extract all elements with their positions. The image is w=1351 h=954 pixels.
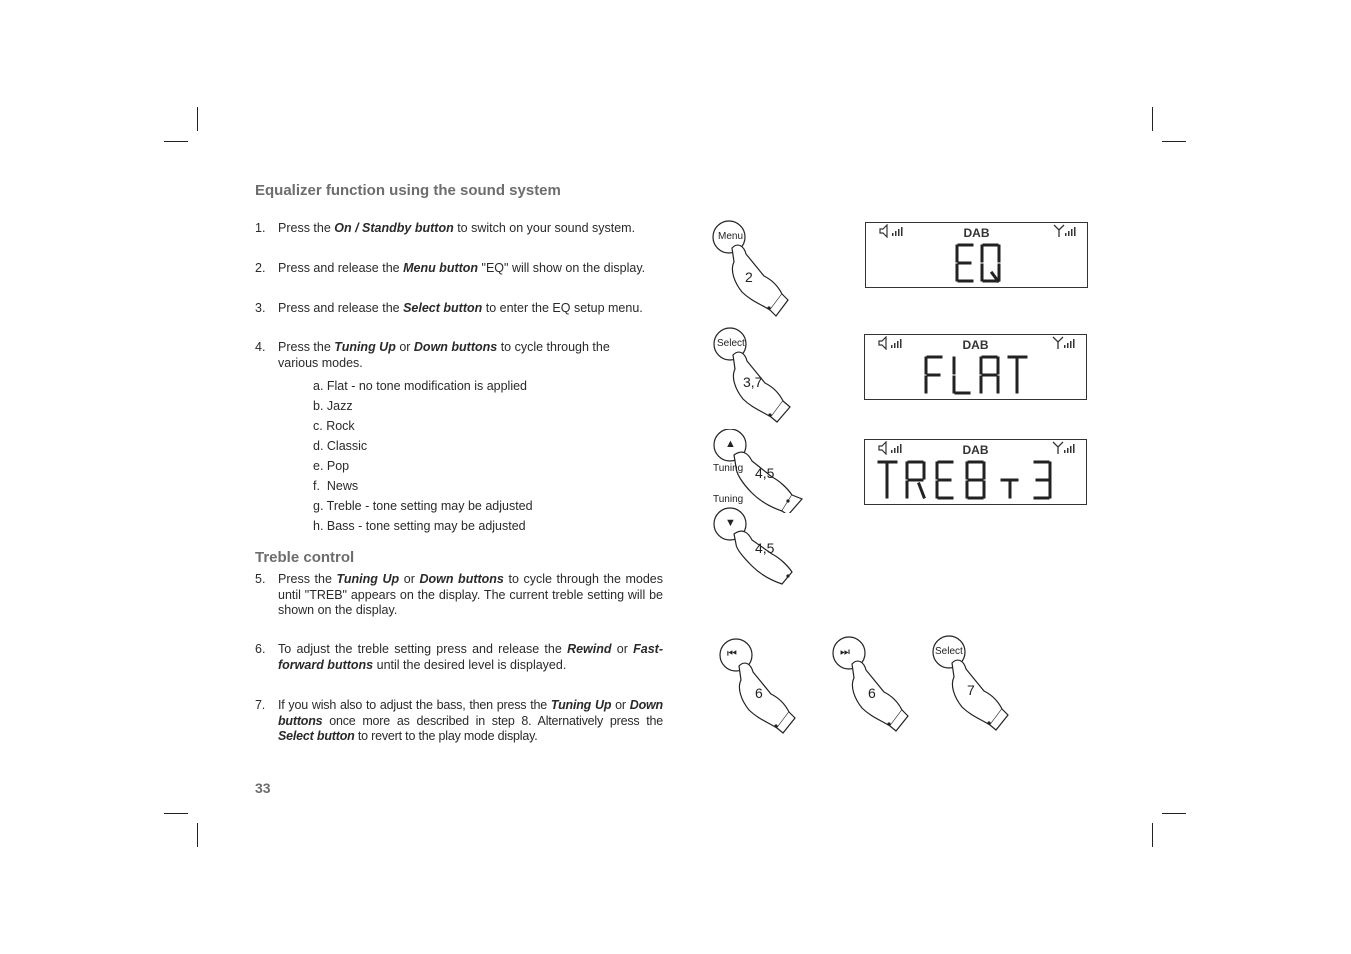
band-label: DAB <box>962 338 989 352</box>
list-item: b. Jazz <box>313 399 353 413</box>
step-number: 6. <box>255 642 266 656</box>
button-label: Select <box>935 646 963 657</box>
step-text: Press the <box>278 340 335 354</box>
step-1 <box>255 221 663 237</box>
list-item: f. News <box>313 479 359 493</box>
step-number: 2. <box>255 261 266 275</box>
tuning-down-figure <box>712 494 808 586</box>
step-text: to cycle through the various modes. <box>278 340 610 370</box>
step-text: Press the <box>278 221 335 235</box>
step-text: to cycle through the modes until "TREB" appears on the display. The current treble setting will be shown on the display. <box>278 572 663 617</box>
arrow-up-glyph: ▲ <box>725 438 736 450</box>
button-label: Tuning <box>713 463 744 474</box>
crop-mark <box>164 813 188 814</box>
step-text: to enter the EQ setup menu. <box>482 301 643 315</box>
step-number-label: 4,5 <box>755 540 775 556</box>
step-text: or <box>611 698 630 712</box>
step-number-label: 6 <box>755 685 763 701</box>
band-label: DAB <box>962 443 989 457</box>
step-number-label: 4,5 <box>755 465 775 481</box>
list-item: a. Flat - no tone modification is applied <box>313 379 528 393</box>
step-text: To adjust the treble setting press and release the <box>278 642 568 656</box>
step-5 <box>255 572 663 619</box>
lcd-display-flat <box>864 334 1087 400</box>
lcd-display-treble <box>864 439 1087 505</box>
step-6 <box>255 642 663 673</box>
step-number-label: 6 <box>868 685 876 701</box>
button-label: Menu <box>718 231 744 242</box>
crop-mark <box>197 107 198 131</box>
step-7 <box>255 698 663 745</box>
step-text: until the desired level is displayed. <box>373 657 567 672</box>
step-text: Press and release the <box>278 261 404 275</box>
subsection-heading: Treble control <box>255 549 355 566</box>
list-item: g. Treble - tone setting may be adjusted <box>313 499 533 513</box>
fast-forward-button-figure <box>832 636 912 732</box>
lcd-segment-text <box>923 355 1031 395</box>
signal-strength-icon <box>1052 441 1078 455</box>
step-text: once more as described in step 8. Alternatively press the <box>322 713 663 728</box>
button-name: Tuning Up <box>336 572 400 586</box>
button-name: Down buttons <box>419 572 504 586</box>
band-label: DAB <box>963 226 990 240</box>
list-item: c. Rock <box>313 419 355 433</box>
crop-mark <box>164 141 188 142</box>
step-text: "EQ" will show on the display. <box>478 261 646 275</box>
step-text: to switch on your sound system. <box>453 221 636 235</box>
step-text: to revert to the play mode display. <box>354 729 538 743</box>
list-item: d. Classic <box>313 439 368 453</box>
step-number: 4. <box>255 340 266 354</box>
button-name: Tuning Up <box>334 340 396 354</box>
step-text: or <box>395 340 414 354</box>
list-item: e. Pop <box>313 459 350 473</box>
menu-button-figure <box>712 220 792 318</box>
step-text: Press the <box>278 572 337 586</box>
arrow-down-glyph: ▼ <box>725 517 736 529</box>
list-item: h. Bass - tone setting may be adjusted <box>313 519 526 533</box>
step-number-label: 3,7 <box>743 374 763 390</box>
crop-mark <box>1162 141 1186 142</box>
select-button-figure-step7 <box>932 635 1012 731</box>
step-number-label: 7 <box>967 682 975 698</box>
page-number: 33 <box>255 780 271 796</box>
rewind-glyph: ⏮ <box>727 648 737 660</box>
step-number: 5. <box>255 572 266 586</box>
step-4 <box>255 340 625 371</box>
button-name: Menu button <box>403 261 479 275</box>
signal-strength-icon <box>1052 336 1078 350</box>
fast-forward-glyph: ⏭ <box>840 646 850 658</box>
crop-mark <box>1152 107 1153 131</box>
section-heading: Equalizer function using the sound system <box>255 182 561 199</box>
lcd-display-eq <box>865 222 1088 288</box>
button-name: Select button <box>403 301 483 315</box>
rewind-button-figure <box>719 638 799 734</box>
button-name: Down buttons <box>278 698 663 728</box>
step-number: 1. <box>255 221 266 235</box>
lcd-segment-text <box>954 243 1004 283</box>
crop-mark <box>1162 813 1186 814</box>
button-name: Rewind <box>567 642 612 656</box>
step-text: Press and release the <box>278 301 404 315</box>
step-number: 7. <box>255 698 266 712</box>
step-number: 3. <box>255 301 266 315</box>
button-label: Select <box>717 338 745 349</box>
lcd-segment-text <box>877 460 1057 500</box>
crop-mark <box>1152 823 1153 847</box>
button-name: Fast-forward buttons <box>278 642 663 672</box>
eq-mode-list <box>313 376 533 536</box>
select-button-figure <box>713 327 795 423</box>
button-name: On / Standby button <box>334 221 454 235</box>
button-name: Tuning Up <box>550 698 612 712</box>
step-2 <box>255 261 663 277</box>
step-3 <box>255 301 663 317</box>
step-number-label: 2 <box>745 269 753 285</box>
crop-mark <box>197 823 198 847</box>
button-name: Select button <box>278 729 355 743</box>
signal-strength-icon <box>1053 224 1079 238</box>
step-text: or <box>611 642 634 656</box>
button-label: Tuning <box>713 494 744 505</box>
step-text: or <box>399 572 420 586</box>
button-name: Down buttons <box>413 340 498 354</box>
step-text: If you wish also to adjust the bass, then press the <box>278 698 551 712</box>
